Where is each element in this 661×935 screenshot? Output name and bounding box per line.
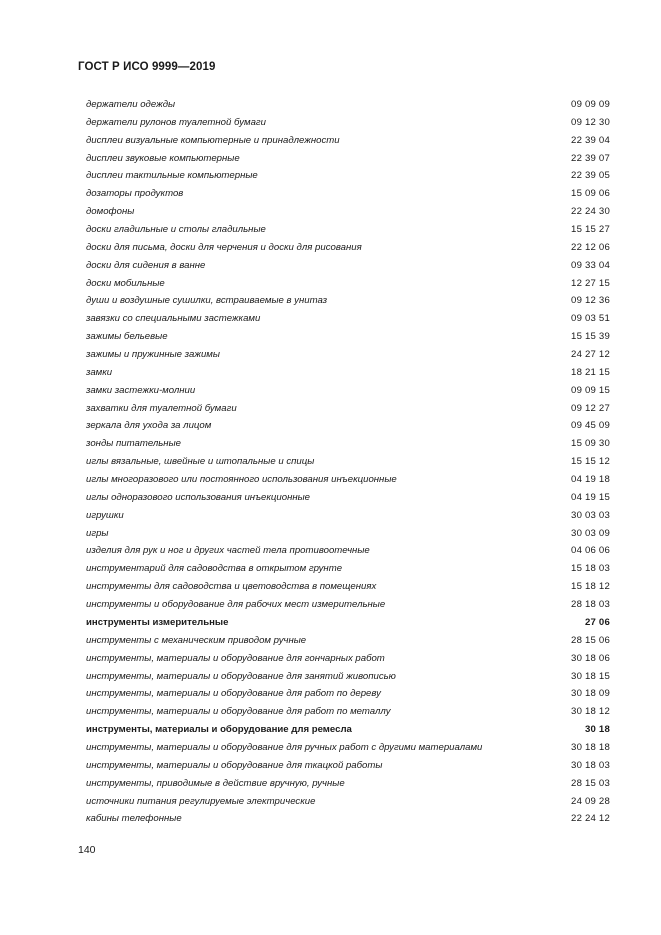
index-entry-code: 28 15 06 <box>571 634 610 646</box>
index-entry-term: завязки со специальными застежками <box>86 313 261 325</box>
index-entry-code: 15 15 27 <box>571 224 610 236</box>
index-entry <box>86 560 610 578</box>
index-entry-code: 15 18 03 <box>571 563 610 575</box>
index-entry-term: иглы многоразового или постоянного использования инъекционные <box>86 474 397 486</box>
index-entry-term: иглы одноразового использования инъекционные <box>86 491 311 503</box>
index-entry-code: 28 18 03 <box>571 599 610 611</box>
index-entry-code: 30 03 03 <box>571 509 610 521</box>
index-entry-code: 27 06 <box>584 616 610 628</box>
index-entry-term: инструменты, материалы и оборудование для ручных работ с другими материалами <box>86 741 483 753</box>
index-entry <box>86 596 610 614</box>
index-entry-code: 22 39 05 <box>571 170 610 182</box>
index-entry <box>86 453 610 471</box>
index-entry-term: кабины телефонные <box>86 813 182 825</box>
index-entry-term: зажимы бельевые <box>86 331 168 343</box>
index-entry-term: инструменты, материалы и оборудование для ремесла <box>86 724 352 736</box>
index-entry-code: 09 12 36 <box>571 295 610 307</box>
index-entry-code: 04 06 06 <box>571 545 610 557</box>
index-entry <box>86 757 610 775</box>
index-entry-term: зонды питательные <box>86 438 181 450</box>
index-entry-code: 28 15 03 <box>571 777 610 789</box>
index-entry-code: 22 24 30 <box>571 206 610 218</box>
index-entry-term: домофоны <box>86 206 135 218</box>
index-entry <box>86 435 610 453</box>
index-entry <box>86 721 610 739</box>
index-entry-term: зеркала для ухода за лицом <box>86 420 212 432</box>
index-entry-code: 04 19 15 <box>571 491 610 503</box>
index-entry-code: 18 21 15 <box>571 366 610 378</box>
index-entry-code: 15 15 12 <box>571 456 610 468</box>
index-entry-term: зажимы и пружинные зажимы <box>86 349 220 361</box>
index-entry-term: изделия для рук и ног и других частей тела противоотечные <box>86 545 370 557</box>
index-entry-term: дисплеи звуковые компьютерные <box>86 152 240 164</box>
index-entry-term: инструменты, материалы и оборудование для ткацкой работы <box>86 759 383 771</box>
index-entry-code: 15 09 06 <box>571 188 610 200</box>
index-entry-term: инструменты, материалы и оборудование для гончарных работ <box>86 652 385 664</box>
index-entry-code: 12 27 15 <box>571 277 610 289</box>
index-entry <box>86 310 610 328</box>
index-entry <box>86 167 610 185</box>
index-entry <box>86 793 610 811</box>
index-entry <box>86 114 610 132</box>
index-entry <box>86 507 610 525</box>
index-entry <box>86 185 610 203</box>
index-entry-code: 22 39 07 <box>571 152 610 164</box>
index-entry-code: 09 03 51 <box>571 313 610 325</box>
index-entry-code: 30 18 <box>584 724 610 736</box>
index-entry <box>86 471 610 489</box>
index-entry-term: держатели рулонов туалетной бумаги <box>86 116 266 128</box>
index-entry-code: 22 24 12 <box>571 813 610 825</box>
index-entry-term: инструменты, приводимые в действие вручную, ручные <box>86 777 345 789</box>
index-entry <box>86 203 610 221</box>
index-entry-code: 30 18 03 <box>571 759 610 771</box>
index-entry-term: души и воздушные сушилки, встраиваемые в унитаз <box>86 295 328 307</box>
index-entry-code: 30 18 12 <box>571 706 610 718</box>
index-entry-term: инструменты и оборудование для рабочих мест измерительные <box>86 599 386 611</box>
index-entry <box>86 542 610 560</box>
index-entry <box>86 221 610 239</box>
index-entry-term: инструментарий для садоводства в открытом грунте <box>86 563 343 575</box>
index-entry <box>86 364 610 382</box>
index-entry <box>86 685 610 703</box>
index-entry-term: источники питания регулируемые электрические <box>86 795 316 807</box>
index-entry-term: инструменты, материалы и оборудование для работ по металлу <box>86 706 391 718</box>
index-entry <box>86 382 610 400</box>
index-entry <box>86 614 610 632</box>
index-entry-term: игрушки <box>86 509 124 521</box>
index-entry <box>86 239 610 257</box>
index-entry-term: замки застежки-молнии <box>86 384 196 396</box>
index-entry <box>86 328 610 346</box>
index-entry-code: 30 18 18 <box>571 741 610 753</box>
index-entry-code: 04 19 18 <box>571 474 610 486</box>
index-entry-code: 15 18 12 <box>571 581 610 593</box>
index-entry <box>86 650 610 668</box>
index-entry-term: захватки для туалетной бумаги <box>86 402 237 414</box>
index-entry-code: 09 33 04 <box>571 259 610 271</box>
index-entry-term: инструменты, материалы и оборудование для занятий живописью <box>86 670 396 682</box>
index-entry <box>86 132 610 150</box>
index-entry <box>86 739 610 757</box>
index-entry <box>86 257 610 275</box>
index-entry <box>86 96 610 114</box>
index-entry-term: доски для сидения в ванне <box>86 259 206 271</box>
index-entry-term: дисплеи тактильные компьютерные <box>86 170 258 182</box>
index-entry <box>86 703 610 721</box>
index-entry-term: инструменты для садоводства и цветоводства в помещениях <box>86 581 377 593</box>
index-entry <box>86 578 610 596</box>
index-entries-list <box>86 96 610 828</box>
index-entry-code: 30 18 15 <box>571 670 610 682</box>
index-entry <box>86 292 610 310</box>
index-entry-code: 09 12 30 <box>571 116 610 128</box>
index-entry-code: 30 18 06 <box>571 652 610 664</box>
index-entry-code: 15 15 39 <box>571 331 610 343</box>
index-entry-code: 09 12 27 <box>571 402 610 414</box>
index-entry-term: инструменты измерительные <box>86 616 229 628</box>
index-entry <box>86 417 610 435</box>
index-entry-term: дозаторы продуктов <box>86 188 184 200</box>
index-entry-term: дисплеи визуальные компьютерные и принадлежности <box>86 134 340 146</box>
index-entry <box>86 489 610 507</box>
index-entry-code: 09 09 09 <box>571 99 610 110</box>
index-entry-term: инструменты, материалы и оборудование для работ по дереву <box>86 688 381 700</box>
index-entry-term: держатели одежды <box>86 99 176 110</box>
index-entry-term: доски для письма, доски для черчения и доски для рисования <box>86 241 362 253</box>
index-entry-code: 15 09 30 <box>571 438 610 450</box>
index-entry <box>86 150 610 168</box>
index-entry-code: 30 18 09 <box>571 688 610 700</box>
index-entry-term: инструменты с механическим приводом ручные <box>86 634 307 646</box>
index-entry-term: иглы вязальные, швейные и штопальные и спицы <box>86 456 315 468</box>
document-header: ГОСТ Р ИСО 9999—2019 <box>78 61 216 73</box>
index-entry <box>86 346 610 364</box>
index-entry-code: 24 09 28 <box>571 795 610 807</box>
index-entry-term: замки <box>86 366 113 378</box>
index-entry <box>86 400 610 418</box>
index-entry-code: 24 27 12 <box>571 349 610 361</box>
index-entry-term: игры <box>86 527 109 539</box>
index-entry <box>86 632 610 650</box>
index-entry <box>86 275 610 293</box>
index-entry-code: 22 39 04 <box>571 134 610 146</box>
index-entry <box>86 775 610 793</box>
page-number: 140 <box>78 844 96 856</box>
index-entry <box>86 810 610 828</box>
index-entry <box>86 668 610 686</box>
index-entry-code: 09 45 09 <box>571 420 610 432</box>
index-entry-code: 30 03 09 <box>571 527 610 539</box>
index-entry-term: доски мобильные <box>86 277 165 289</box>
index-entry <box>86 525 610 543</box>
index-entry-term: доски гладильные и столы гладильные <box>86 224 266 236</box>
index-entry-code: 22 12 06 <box>571 241 610 253</box>
index-entry-code: 09 09 15 <box>571 384 610 396</box>
